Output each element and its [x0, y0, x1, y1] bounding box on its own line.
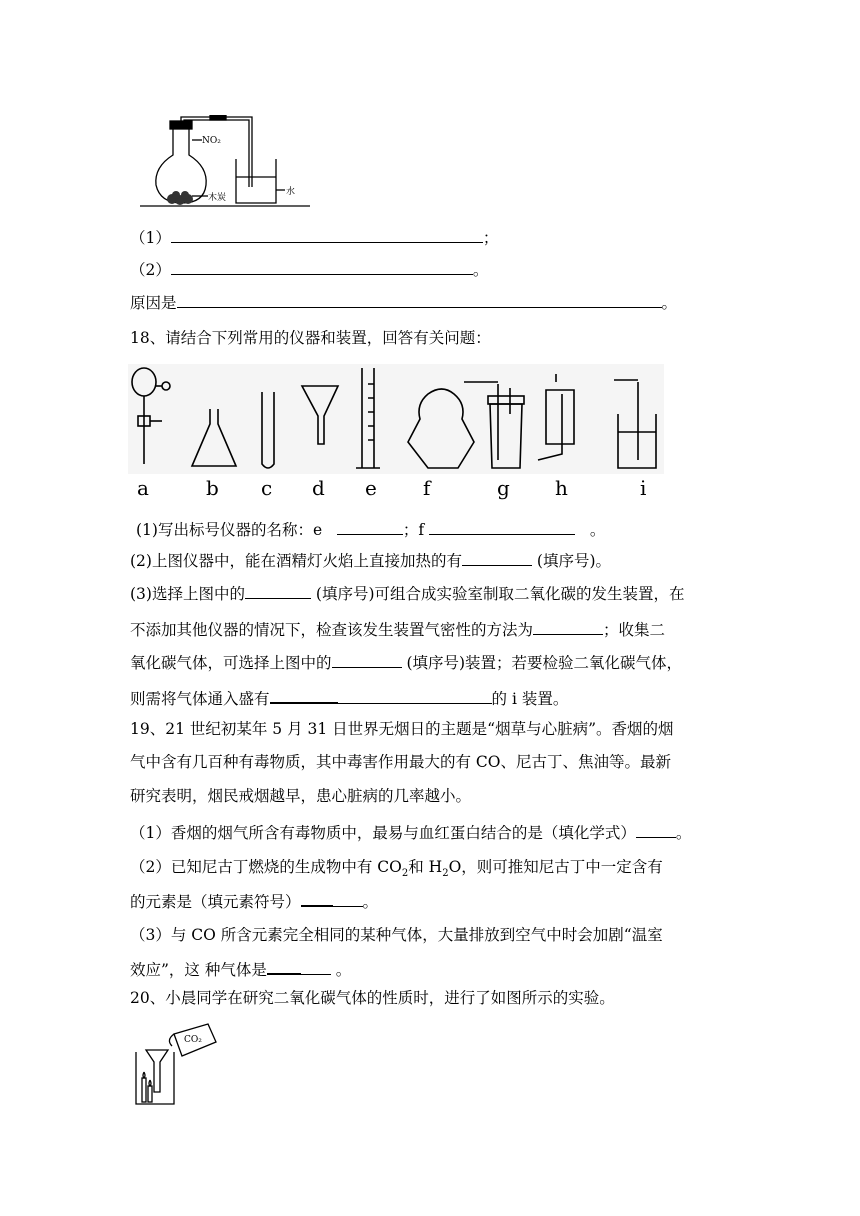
q18-part2: (2)上图仪器中，能在酒精灯火焰上直接加热的有 (填序号)。 [130, 549, 611, 572]
q19-intro-3: 研究表明，烟民戒烟越早，患心脏病的几率越小。 [130, 787, 472, 805]
q19-sub3-line2: 效应”，这 种气体是 。 [130, 957, 351, 981]
apparatus-label-i: i [640, 476, 647, 500]
apparatus-label-d: d [312, 476, 325, 500]
no2-charcoal-apparatus-figure [140, 115, 310, 210]
apparatus-row-figure [128, 364, 664, 474]
q20-title: 20、小晨同学在研究二氧化碳气体的性质时，进行了如图所示的实验。 [130, 989, 615, 1007]
apparatus-label-c: c [261, 476, 273, 500]
apparatus-label-e: e [365, 476, 377, 500]
apparatus-label-f: f [423, 476, 431, 500]
q18-part3-line3: 氧化碳气体，可选择上图中的 (填序号)装置；若要检验二氧化碳气体， [130, 651, 682, 674]
q18-part3-line1: (3)选择上图中的 (填序号)可组合成实验室制取二氧化碳的发生装置，在 [130, 582, 685, 605]
water-label: 水 [286, 187, 296, 197]
q19-sub2-line2: 的元素是（填元素符号） 。 [130, 889, 378, 913]
charcoal-label: 木炭 [208, 193, 227, 203]
apparatus-label-a: a [137, 476, 149, 500]
q17-item1: （1） ； [130, 226, 498, 249]
q17-reason: 原因是 。 [130, 291, 677, 314]
q18-part3-line2: 不添加其他仪器的情况下，检查该发生装置气密性的方法为 ；收集二 [130, 618, 665, 641]
q19-intro-1: 19、21 世纪初某年 5 月 31 日世界无烟日的主题是“烟草与心脏病”。香烟的烟 [130, 720, 674, 738]
q19-sub1: （1）香烟的烟气所含有毒物质中，最易与血红蛋白结合的是（填化学式） 。 [130, 821, 691, 844]
q18-part1: (1)写出标号仪器的名称：e ；f 。 [136, 518, 605, 541]
co2-pouring-figure [130, 1022, 220, 1108]
q19-sub2-line1: （2）已知尼古丁燃烧的生成物中有 $CO_2$和 $H_2O$，则可推知尼古丁中一定含有 [130, 858, 663, 880]
q18-title: 18、请结合下列常用的仪器和装置，回答有关问题： [130, 329, 491, 347]
q18-part3-line4: 则需将气体通入盛有 的 i 装置。 [130, 686, 568, 710]
apparatus-label-g: g [497, 476, 510, 500]
q17-item2: （2） 。 [130, 258, 488, 281]
q19-intro-2: 气中含有几百种有毒物质，其中毒害作用最大的有 CO、尼古丁、焦油等。最新 [130, 753, 671, 771]
co2-bottle-label: CO₂ [184, 1035, 202, 1045]
apparatus-label-h: h [555, 476, 568, 500]
q19-sub3-line1: （3）与 CO 所含元素完全相同的某种气体，大量排放到空气中时会加剧“温室 [130, 926, 663, 944]
apparatus-label-b: b [206, 476, 219, 500]
no2-label: NO₂ [202, 136, 221, 146]
